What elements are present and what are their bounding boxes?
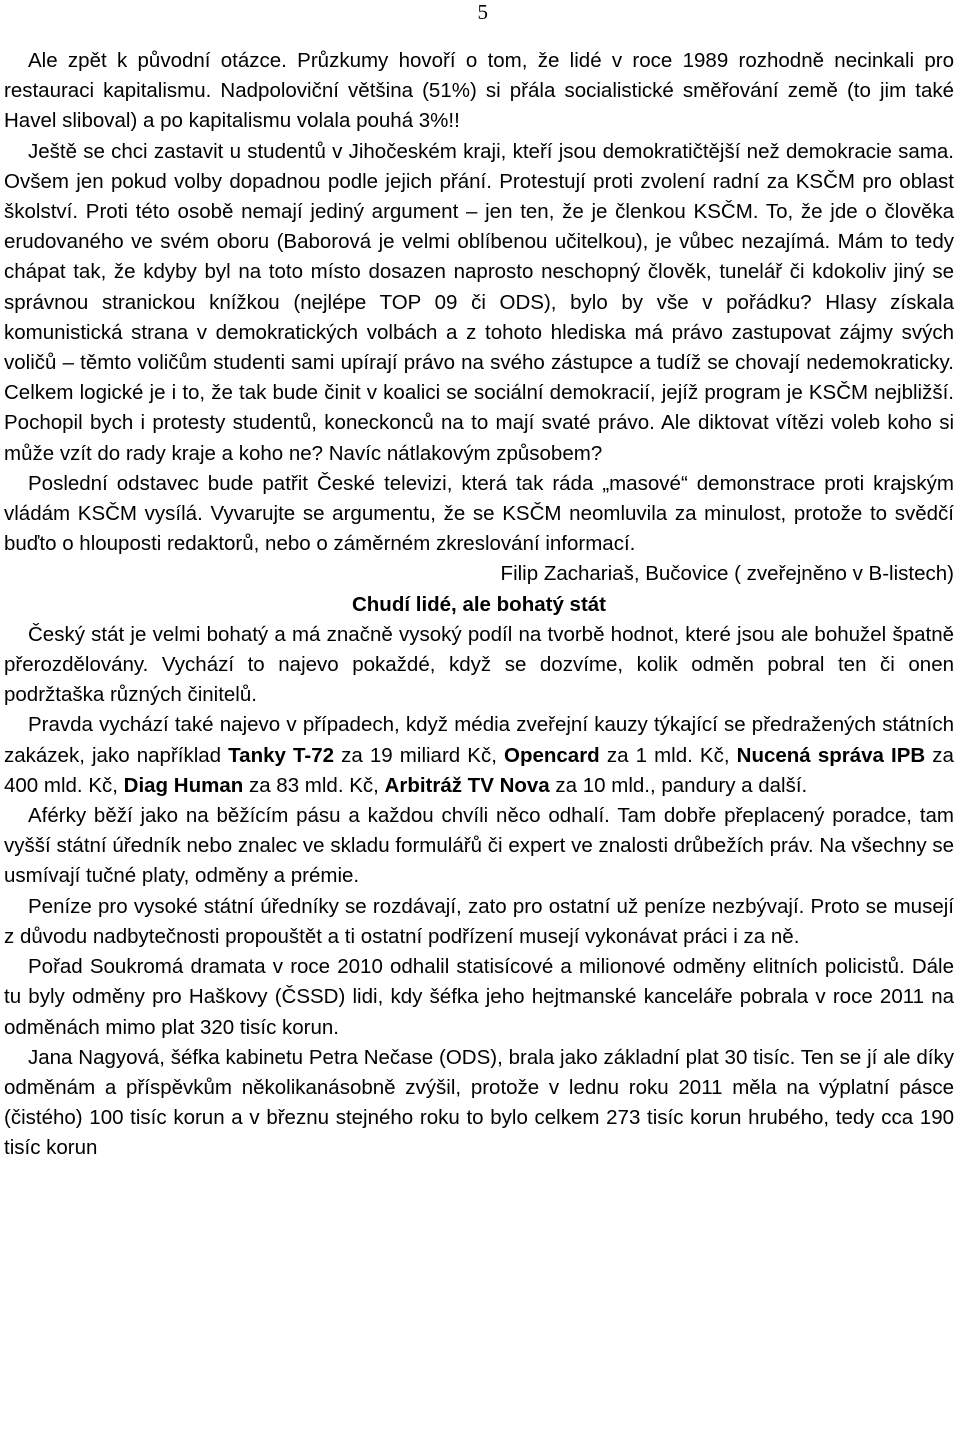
case-diag-human: Diag Human: [123, 773, 244, 797]
article-title: Chudí lidé, ale bohatý stát: [351, 592, 606, 616]
case-tv-nova: Arbitráž TV Nova: [384, 773, 550, 797]
text-run: za 19 miliard Kč,: [334, 743, 505, 767]
paragraph-nagyova: Jana Nagyová, šéfka kabinetu Petra Nečase (ODS), brala jako základní plat 30 tisíc. Ten se jí ale díky odměnám a příspěvkům několikanásobně zvýšil, protože v lednu roku 2011 měla na výplatní pásce (čistého) 100 tisíc korun a v březnu stejného roku to bylo celkem 273 tisíc korun hrubého, tedy cca 190 tisíc korun: [4, 1045, 954, 1160]
paragraph-rich-state: Český stát je velmi bohatý a má značně vysoký podíl na tvorbě hodnot, které jsou ale bohužel špatně přerozdělovány. Vychází to najevo pokaždé, když se dozvíme, kolik odměn pobral ten či onen podržtaška různých činitelů.: [4, 622, 954, 707]
paragraph-public-contracts: [4, 710, 954, 801]
paragraph-czech-television: Poslední odstavec bude patřit České televizi, která tak ráda „masové“ demonstrace proti krajským vládám KSČM vysílá. Vyvarujte se argumentu, že se KSČM neomluvila za minulost, protože to svědčí buďto o hlouposti redaktorů, nebo o záměrném zkreslování informací.: [4, 471, 954, 556]
text-run: za 83 mld. Kč,: [243, 773, 385, 797]
paragraph-affairs: Aférky běží jako na běžícím pásu a každou chvíli něco odhalí. Tam dobře přeplacený poradce, tam vyšší státní úředník nebo znalec ve skladu formulářů či expert ve znalosti drůbežích práv. Na všechny se usmívají tučné platy, odměny a prémie.: [4, 804, 954, 888]
author-signature: Filip Zachariaš, Bučovice ( zveřejněno v B-listech): [500, 562, 954, 586]
text-run: za 1 mld. Kč,: [599, 743, 737, 767]
text-run: Pravda vychází také najevo v případech, když média zveřejní kauzy týkající se předražených státních zakázek, jako například: [4, 713, 954, 767]
paragraph-students: Ještě se chci zastavit u studentů v Jihočeském kraji, kteří jsou demokratičtější než demokracie sama. Ovšem jen pokud volby dopadnou podle jejich přání. Protestují proti zvolení radní za KSČM pro oblast školství. Proti této osobě nemají jediný argument – jen ten, že je členkou KSČM. To, že jde o člověka erudovaného ve svém oboru (Baborová je velmi oblíbenou učitelkou), je vůbec nezajímá. Mám to tedy chápat tak, že kdyby byl na toto místo dosazen naprosto neschopný člověk, tunelář či kdokoliv jiný se správnou stranickou knížkou (nejlépe TOP 09 či ODS), bylo by vše v pořádku? Hlasy získala komunistická strana v demokratických volbách a z tohoto hlediska má právo zastupovat zájmy svých voličů – těmto voličům studenti sami upírají právo na svého zástupce a tudíž se chovají nedemokraticky. Celkem logické je i to, že tak bude činit v koalici se sociální demokracií, jejíž program je KSČM nejbližší. Pochopil bych i protesty studentů, koneckonců na to mají svaté právo. Ale diktovat vítězi voleb koho si může vzít do rady kraje a koho ne? Navíc nátlakovým způsobem?: [4, 139, 954, 465]
case-opencard: Opencard: [504, 743, 600, 767]
paragraph-private-dramas: Pořad Soukromá dramata v roce 2010 odhalil statisícové a milionové odměny elitních policistů. Dále tu byly odměny pro Haškovy (ČSSD) lidi, kdy šéfka jeho hejtmanské kanceláře pobrala v roce 2011 na odměnách mimo plat 320 tisíc korun.: [4, 955, 954, 1039]
case-tanky: Tanky T-72: [228, 743, 335, 767]
text-run: za 400 mld. Kč,: [4, 743, 954, 797]
page-number: 5: [477, 0, 488, 24]
paragraph-original-question: Ale zpět k původní otázce. Průzkumy hovoří o tom, že lidé v roce 1989 rozhodně necinkali pro restauraci kapitalismu. Nadpoloviční většina (51%) si přála socialistické směřování země (to jim také Havel sliboval) a po kapitalismu volala pouhá 3%!!: [4, 49, 954, 133]
paragraph-officials-money: Peníze pro vysoké státní úředníky se rozdávají, zato pro ostatní už peníze nezbývají. Proto se musejí z důvodu nadbytečnosti propouštět a ti ostatní podřízení musejí vykonávat práci i za ně.: [4, 894, 954, 948]
case-ipb: Nucená správa IPB: [736, 743, 926, 767]
text-run: za 10 mld., pandury a další.: [549, 773, 808, 797]
